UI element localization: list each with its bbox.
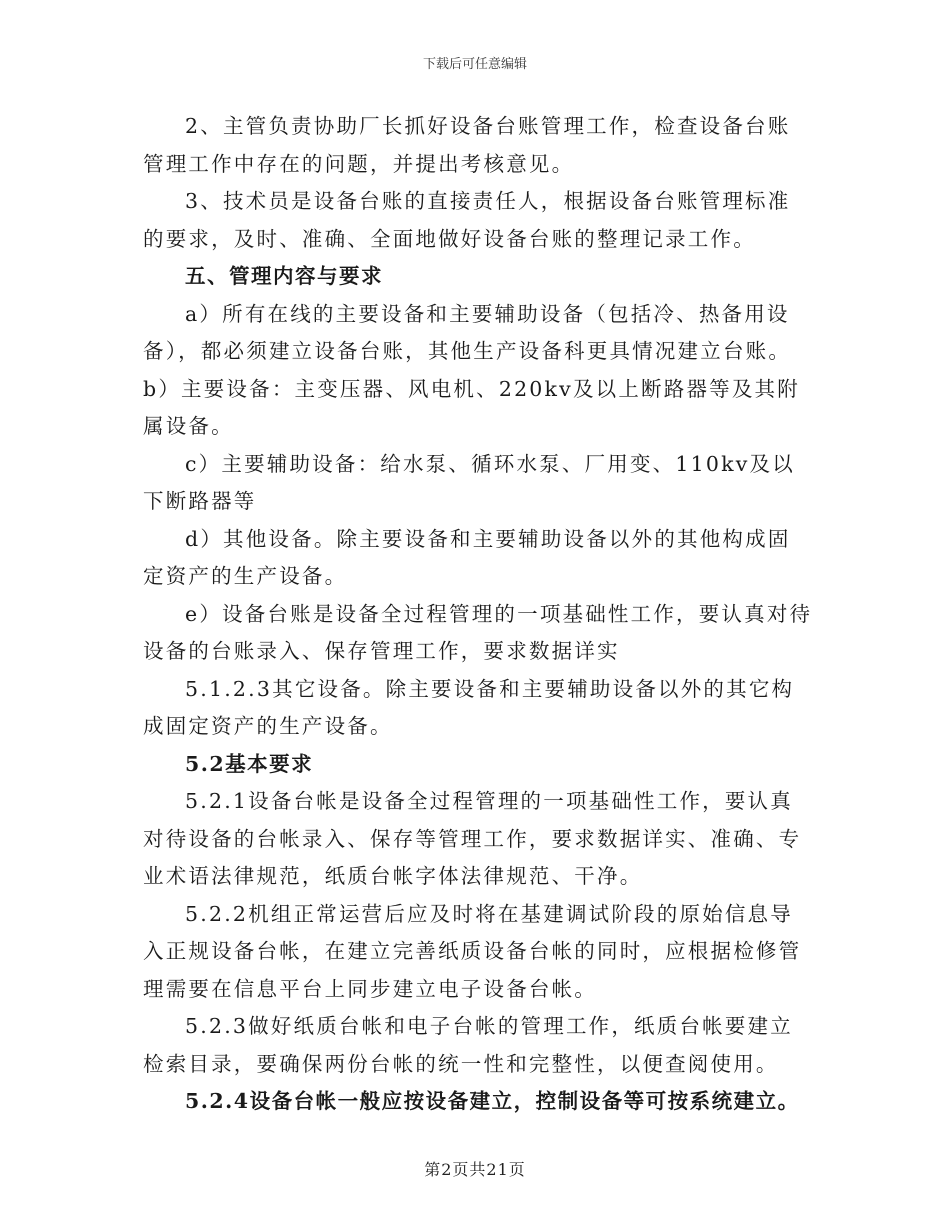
section-heading-basic-requirements: 5.2基本要求 — [185, 751, 314, 776]
paragraph-item-d: d）其他设备。除主要设备和主要辅助设备以外的其他构成固定资产的生产设备。 — [143, 526, 791, 588]
paragraph-5-2-1: 5.2.1设备台帐是设备全过程管理的一项基础性工作，要认真对待设备的台帐录入、保存等管理工作，要求数据详实、准确、专业术语法律规范，纸质台帐字体法律规范、干净。 — [143, 789, 802, 888]
paragraph-item-c: c）主要辅助设备：给水泵、循环水泵、厂用变、110kv及以下断路器等 — [143, 451, 795, 513]
paragraph-item-a-b: a）所有在线的主要设备和主要辅助设备（包括冷、热备用设备），都必须建立设备台账，其他生产设备科更具情况建立台账。b）主要设备：主变压器、风电机、220kv及以上断路器等及其附属设备。 — [143, 301, 800, 438]
paragraph-5-2-4: 5.2.4设备台帐一般应按设备建立，控制设备等可按系统建立。 — [185, 1089, 800, 1113]
section-heading-management: 五、管理内容与要求 — [185, 264, 383, 288]
paragraph-5-2-3: 5.2.3做好纸质台帐和电子台帐的管理工作，纸质台帐要建立检索目录，要确保两份台帐的统一性和完整性，以便查阅使用。 — [143, 1014, 793, 1076]
paragraph-5-1-2-3: 5.1.2.3其它设备。除主要设备和主要辅助设备以外的其它构成固定资产的生产设备。 — [143, 676, 795, 738]
paragraph-5-2-2: 5.2.2机组正常运营后应及时将在基建调试阶段的原始信息导入正规设备台帐，在建立完善纸质设备台帐的同时，应根据检修管理需要在信息平台上同步建立电子设备台帐。 — [143, 901, 802, 1001]
paragraph-supervisor-duty: 2、主管负责协助厂长抓好设备台账管理工作，检查设备台账管理工作中存在的问题，并提出考核意见。 — [143, 114, 791, 176]
page-number: 第2页共21页 — [424, 1160, 526, 1179]
document-body — [143, 108, 813, 1121]
page-header: 下载后可任意编辑 — [422, 57, 527, 72]
paragraph-technician-duty: 3、技术员是设备台账的直接责任人，根据设备台账管理标准的要求，及时、准确、全面地做好设备台账的整理记录工作。 — [143, 189, 791, 251]
paragraph-item-e: e）设备台账是设备全过程管理的一项基础性工作，要认真对待设备的台账录入、保存管理工作，要求数据详实 — [143, 601, 813, 663]
